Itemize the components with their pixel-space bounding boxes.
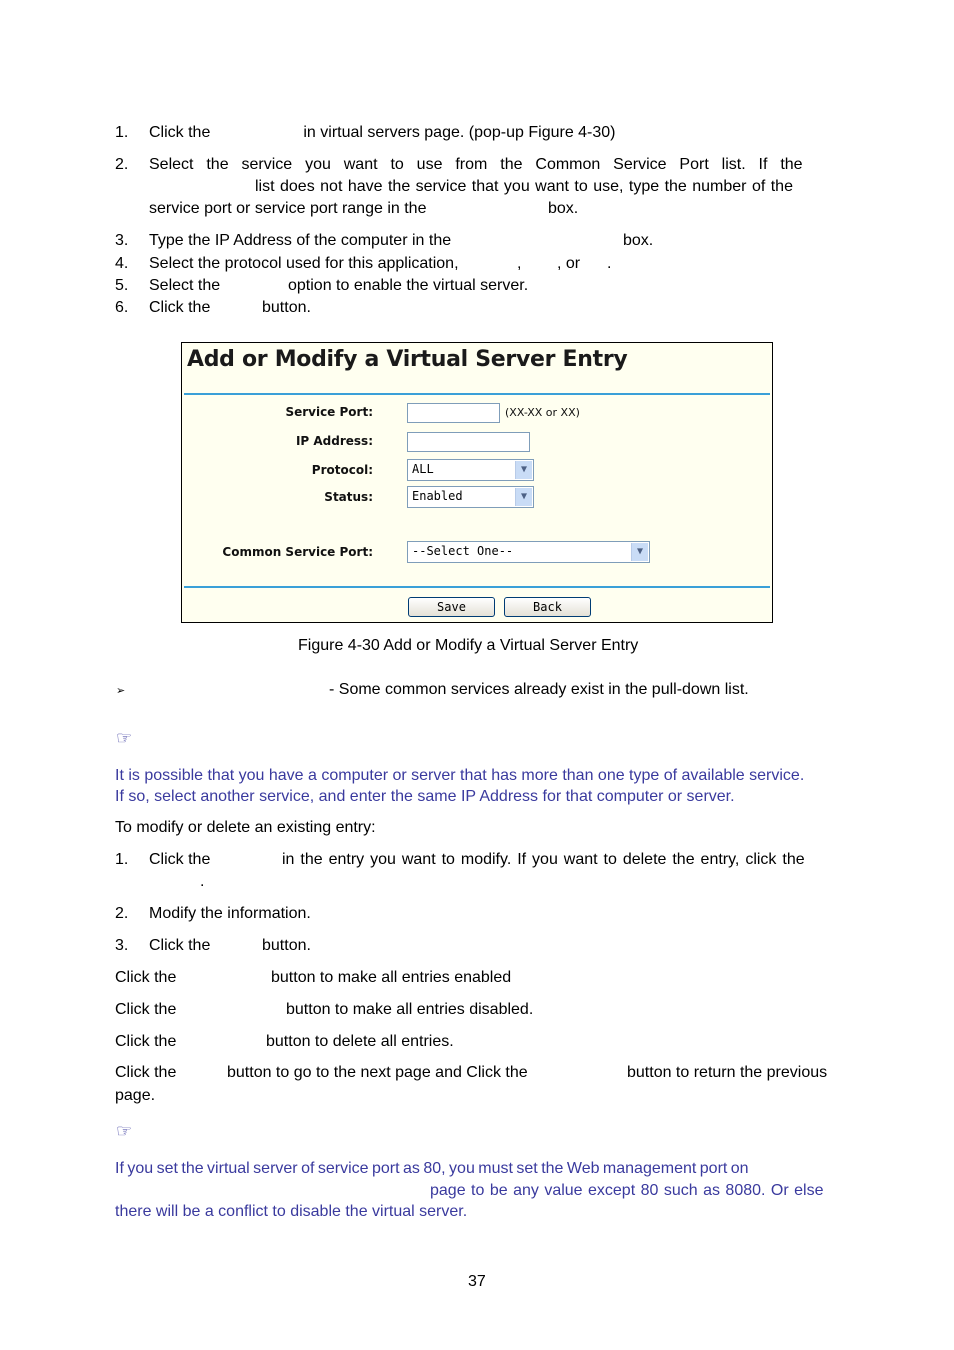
ip-address-input[interactable] (407, 432, 530, 452)
step-text: . (607, 255, 612, 272)
step-text: list does not have the service that you want to use, type the number of the (255, 178, 793, 195)
chevron-down-icon[interactable]: ▼ (515, 488, 532, 506)
instruction-text: button to delete all entries. (266, 1033, 454, 1050)
step-number: 2. (115, 156, 129, 173)
note-text: If so, select another service, and enter the same IP Address for that computer or server. (115, 788, 735, 805)
step-text: button. (262, 937, 311, 954)
note-text: there will be a conflict to disable the virtual server. (115, 1203, 468, 1220)
step-text: Click the (149, 299, 211, 316)
divider (184, 393, 770, 395)
instruction-text: Click the (115, 1064, 177, 1081)
status-label: Status: (324, 490, 373, 504)
service-port-label: Service Port: (285, 405, 373, 419)
instruction-text: button to make all entries disabled. (286, 1001, 534, 1018)
service-port-input[interactable] (407, 403, 500, 423)
chevron-down-icon[interactable]: ▼ (631, 543, 648, 561)
bullet-arrow-icon: ➢ (116, 685, 126, 697)
note-text: page to be any value except 80 such as 8080. Or else (430, 1182, 824, 1199)
step-text: , or (557, 255, 581, 272)
step-number: 3. (115, 232, 129, 249)
protocol-value: ALL (412, 462, 434, 476)
pointing-hand-icon: ☞ (116, 728, 133, 748)
save-button[interactable]: Save (408, 597, 495, 617)
page-number: 37 (468, 1273, 486, 1290)
step-text: Click the (149, 937, 211, 954)
common-service-port-select[interactable] (407, 541, 650, 563)
protocol-label: Protocol: (311, 463, 373, 477)
step-number: 6. (115, 299, 129, 316)
step-number: 5. (115, 277, 129, 294)
chevron-down-icon[interactable]: ▼ (515, 461, 532, 479)
step-text: Select the service you want to use from the Common Service Port list. If the (149, 156, 803, 173)
instruction-text: button to go to the next page and Click the (227, 1064, 528, 1081)
instruction-text: Click the (115, 969, 177, 986)
step-text: Click the (149, 851, 211, 868)
note-text: It is possible that you have a computer or server that has more than one type of available service. (115, 767, 805, 784)
step-text: Type the IP Address of the computer in the (149, 232, 452, 249)
ip-address-label: IP Address: (295, 434, 373, 448)
step-text: Select the (149, 277, 221, 294)
virtual-server-form-figure (181, 342, 773, 623)
step-text: Modify the information. (149, 905, 311, 922)
step-number: 1. (115, 851, 129, 868)
instruction-text: Click the (115, 1001, 177, 1018)
step-number: 4. (115, 255, 129, 272)
step-number: 1. (115, 124, 129, 141)
step-text: service port or service port range in the (149, 200, 427, 217)
step-text: button. (262, 299, 311, 316)
step-text: box. (548, 200, 579, 217)
common-service-port-value: --Select One-- (412, 544, 514, 558)
step-text: , (517, 255, 522, 272)
figure-title: Add or Modify a Virtual Server Entry (187, 347, 628, 372)
figure-caption: Figure 4-30 Add or Modify a Virtual Server Entry (298, 637, 639, 654)
instruction-text: button to return the previous (627, 1064, 828, 1081)
instruction-text: Click the (115, 1033, 177, 1050)
protocol-select[interactable] (407, 459, 534, 481)
step-text: Click the in virtual servers page. (pop-up Figure 4-30) (149, 124, 616, 141)
modify-intro: To modify or delete an existing entry: (115, 819, 376, 836)
instruction-text: page. (115, 1087, 156, 1104)
instruction-text: button to make all entries enabled (271, 969, 512, 986)
step-text: in the entry you want to modify. If you want to delete the entry, click the (282, 851, 805, 868)
step-text: option to enable the virtual server. (288, 277, 529, 294)
step-text: Select the protocol used for this application, (149, 255, 459, 272)
step-text: box. (623, 232, 654, 249)
step-number: 2. (115, 905, 129, 922)
step-number: 3. (115, 937, 129, 954)
status-value: Enabled (412, 489, 463, 503)
note-text: If you set the virtual server of service port as 80, you must set the Web management port on (115, 1160, 749, 1177)
status-select[interactable] (407, 486, 534, 508)
step-text: . (200, 873, 205, 890)
divider (184, 586, 770, 588)
pointing-hand-icon: ☞ (116, 1121, 133, 1141)
service-port-hint: (XX-XX or XX) (505, 406, 580, 419)
back-button[interactable]: Back (504, 597, 591, 617)
common-service-port-label: Common Service Port: (222, 545, 373, 559)
bullet-text: - Some common services already exist in the pull-down list. (329, 681, 749, 698)
